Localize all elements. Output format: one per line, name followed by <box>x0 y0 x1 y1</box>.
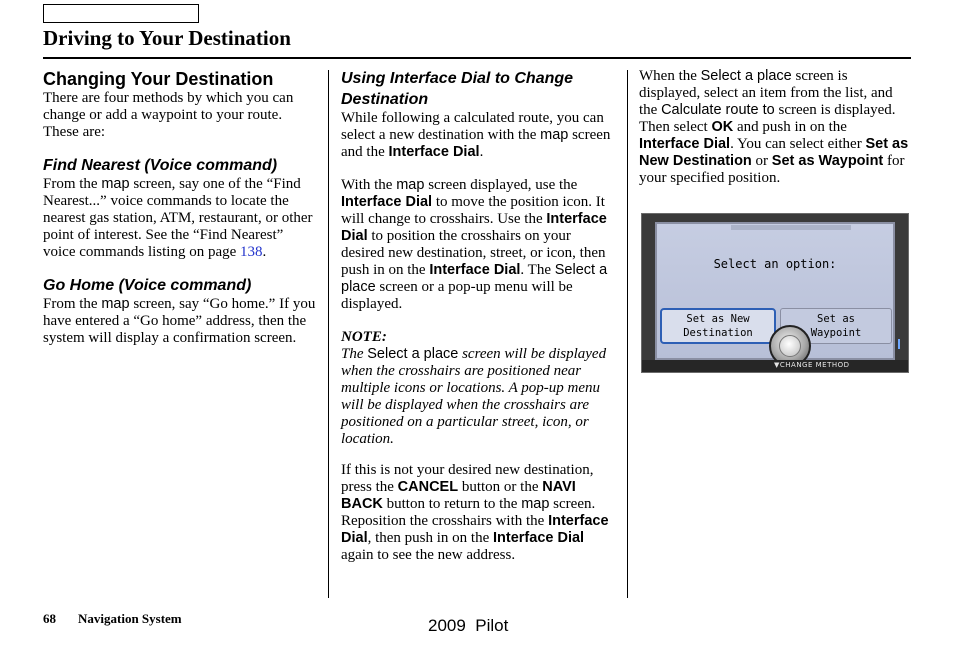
go-home-paragraph: From the map screen, say “Go home.” If you have entered a “Go home” address, then the system will display a confirmation screen. <box>43 296 316 346</box>
header-rule <box>43 57 911 59</box>
footer-section: Navigation System <box>78 611 182 626</box>
section-heading: Changing Your Destination <box>43 69 274 89</box>
footer-model: 2009 Pilot <box>428 616 509 635</box>
select-option-prompt: Select an option: <box>713 257 837 271</box>
column-3 <box>639 68 911 187</box>
scroll-indicator <box>898 339 900 349</box>
screen-panel <box>655 222 895 360</box>
navigation-screen-illustration <box>641 213 909 373</box>
column-divider <box>627 70 628 598</box>
column-divider <box>328 70 329 598</box>
intro-paragraph: There are four methods by which you can change or add a waypoint to your route. These are: <box>43 90 294 140</box>
column-3-paragraph: When the Select a place screen is displayed, select an item from the list, and the Calculate route to screen is displayed. Then select OK and push in on the Interface Dial. You can select either Set as New Destination or Set as Waypoint for your specified position. <box>639 68 909 186</box>
page-link[interactable]: 138 <box>240 244 263 260</box>
note-paragraph: The Select a place screen will be displayed when the crosshairs are positioned near multiple icons or locations. A pop-up menu will be displayed when the crosshairs are positioned on a particular street, icon, or location. <box>341 346 607 447</box>
set-as-waypoint-option[interactable]: Set as Waypoint <box>780 308 892 344</box>
column-1 <box>43 68 318 347</box>
find-nearest-paragraph: From the map screen, say one of the “Find Nearest...” voice commands to locate the nearest gas station, ATM, restaurant, or other point of interest. See the “Find Nearest” voice commands listing on page 138. <box>43 176 313 260</box>
change-method-label: ▼CHANGE METHOD <box>774 361 850 369</box>
interface-dial-heading: Using Interface Dial to Change Destination <box>341 70 574 108</box>
set-as-new-destination-option[interactable]: Set as New Destination <box>660 308 776 344</box>
header-tab-box <box>43 4 199 23</box>
find-nearest-heading: Find Nearest (Voice command) <box>43 157 278 174</box>
paragraph-1: While following a calculated route, you can select a new destination with the map screen and the Interface Dial. <box>341 110 611 160</box>
page-number: 68 <box>43 611 56 626</box>
go-home-heading: Go Home (Voice command) <box>43 277 252 294</box>
column-2 <box>341 68 616 564</box>
paragraph-2: With the map screen displayed, use the Interface Dial to move the position icon. It will change to crosshairs. Use the Interface Dial to position the crosshairs on your desired new destination, street, or icon, then push in on the Interface Dial. The Select a place screen or a pop-up menu will be displayed. <box>341 177 608 312</box>
chapter-title: Driving to Your Destination <box>43 26 291 50</box>
note-heading: NOTE: <box>341 329 387 345</box>
paragraph-3: If this is not your desired new destination, press the CANCEL button or the NAVI BACK button to return to the map screen. Reposition the crosshairs with the Interface Dial, then push in on the Interface Dial again to see the new address. <box>341 462 609 563</box>
screen-title-ghost <box>731 225 851 230</box>
